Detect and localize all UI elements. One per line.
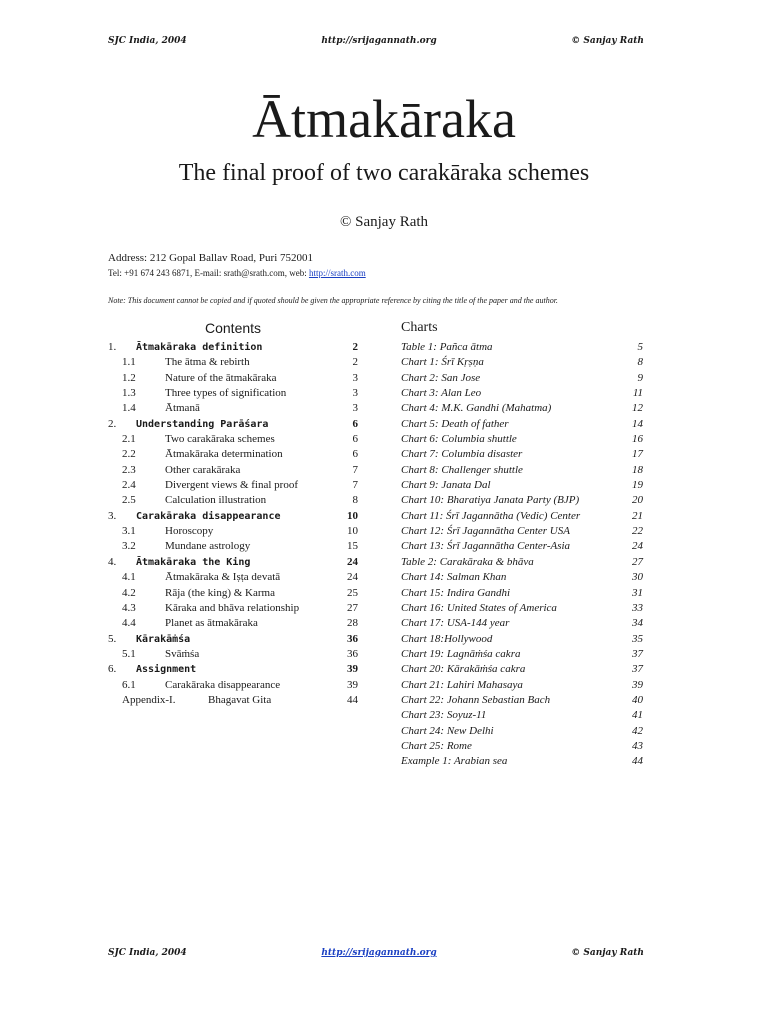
chart-entry-label: Chart 21: Lahiri Mahasaya bbox=[401, 678, 523, 691]
chart-entry[interactable] bbox=[401, 662, 643, 677]
chart-entry-page: 40 bbox=[632, 693, 643, 706]
chart-entry-label: Example 1: Arabian sea bbox=[401, 755, 508, 768]
contents-entry[interactable] bbox=[108, 662, 358, 677]
contents-entry-label: Rāja (the king) & Karma bbox=[165, 586, 275, 599]
contents-entry-label: Calculation illustration bbox=[165, 494, 267, 507]
contents-entry-page: 8 bbox=[352, 494, 358, 507]
contents-entry-number: 1. bbox=[108, 341, 117, 353]
chart-entry-page: 16 bbox=[632, 433, 643, 446]
chart-entry-page: 9 bbox=[637, 371, 643, 384]
contents-entry-number: 6.1 bbox=[122, 678, 136, 691]
chart-entry-page: 35 bbox=[632, 632, 643, 645]
contents-entry-label: Kāraka and bhāva relationship bbox=[165, 601, 300, 614]
contents-entry[interactable] bbox=[108, 586, 358, 601]
chart-entry-page: 34 bbox=[632, 617, 643, 630]
contents-entry-number: 6. bbox=[108, 663, 117, 676]
contents-entry-number: 4. bbox=[108, 555, 117, 568]
chart-entry-page: 8 bbox=[637, 356, 643, 369]
chart-entry[interactable] bbox=[401, 371, 643, 386]
chart-entry-label: Chart 10: Bharatiya Janata Party (BJP) bbox=[401, 494, 580, 507]
contents-entry-page: 25 bbox=[347, 586, 358, 599]
chart-entry[interactable] bbox=[401, 647, 643, 662]
document-title: Ātmakāraka bbox=[252, 89, 516, 149]
contents-entry-label: Assignment bbox=[136, 664, 197, 676]
contents-entry-number: 1.3 bbox=[122, 387, 136, 400]
contents-entry-label: Nature of the ātmakāraka bbox=[165, 371, 277, 384]
contents-entry-label: Bhagavat Gita bbox=[208, 693, 272, 706]
chart-entry-page: 37 bbox=[632, 647, 643, 660]
chart-entry[interactable] bbox=[401, 616, 643, 631]
footer-right: © Sanjay Rath bbox=[571, 948, 644, 958]
contents-entry[interactable] bbox=[108, 539, 358, 554]
contents-entry-number: 4.2 bbox=[122, 586, 136, 599]
contents-entry-number: 4.3 bbox=[122, 601, 136, 614]
contents-entry-label: Other carakāraka bbox=[165, 463, 241, 476]
contents-entry-label: Planet as ātmakāraka bbox=[165, 617, 258, 630]
address-line: Address: 212 Gopal Ballav Road, Puri 752001 bbox=[108, 252, 314, 264]
chart-entry[interactable] bbox=[401, 601, 643, 616]
contents-entry-number: 2.5 bbox=[122, 494, 136, 507]
chart-entry-page: 37 bbox=[632, 663, 643, 676]
contents-entry-page: 27 bbox=[347, 601, 358, 614]
chart-entry-page: 14 bbox=[632, 417, 643, 430]
contents-entry-page: 24 bbox=[347, 571, 358, 584]
contents-entry[interactable] bbox=[108, 463, 358, 478]
contents-entry-label: Svāṁśa bbox=[165, 647, 200, 660]
contents-entry-page: 10 bbox=[347, 509, 358, 522]
contents-entry-label: Horoscopy bbox=[165, 525, 214, 538]
chart-entry-label: Chart 16: United States of America bbox=[401, 601, 557, 614]
contents-entry-number: 2. bbox=[108, 417, 117, 430]
chart-entry[interactable] bbox=[401, 447, 643, 462]
chart-entry-page: 11 bbox=[632, 387, 643, 400]
contents-entry-label: Understanding Parāśara bbox=[136, 418, 269, 430]
contents-entry-page: 28 bbox=[347, 617, 358, 630]
contents-entry-page: 24 bbox=[347, 555, 358, 568]
contents-entry-page: 6 bbox=[352, 448, 358, 461]
contents-entry[interactable] bbox=[108, 555, 358, 570]
chart-entry-page: 30 bbox=[632, 571, 643, 584]
contents-entry-number: 5. bbox=[108, 632, 117, 645]
contents-entry-number: 2.4 bbox=[122, 479, 136, 492]
contents-entry-page: 39 bbox=[347, 678, 358, 691]
chart-entry-page: 44 bbox=[632, 755, 643, 768]
contents-entry[interactable] bbox=[108, 447, 358, 462]
contents-entry[interactable] bbox=[108, 432, 358, 447]
contents-entry-page: 36 bbox=[347, 632, 358, 645]
contents-entry[interactable] bbox=[108, 509, 358, 524]
contact-line bbox=[108, 268, 366, 278]
header-right: © Sanjay Rath bbox=[571, 36, 644, 46]
chart-entry[interactable] bbox=[401, 708, 643, 723]
chart-entry-label: Chart 22: Johann Sebastian Bach bbox=[401, 693, 551, 706]
chart-entry-page: 42 bbox=[632, 724, 643, 737]
chart-entry-label: Chart 13: Śrī Jagannātha Center-Asia bbox=[401, 540, 571, 553]
chart-entry-page: 17 bbox=[632, 448, 643, 461]
contents-entry-page: 3 bbox=[352, 402, 358, 415]
contents-heading: Contents bbox=[205, 320, 262, 336]
chart-entry[interactable] bbox=[401, 693, 643, 708]
chart-entry[interactable] bbox=[401, 478, 643, 493]
contents-entry[interactable] bbox=[108, 478, 358, 493]
contents-entry[interactable] bbox=[108, 371, 358, 386]
chart-entry[interactable] bbox=[401, 678, 643, 693]
chart-entry-label: Chart 12: Śrī Jagannātha Center USA bbox=[401, 525, 570, 538]
contents-entry-number: 1.1 bbox=[122, 356, 136, 369]
contents-entry-page: 2 bbox=[352, 356, 358, 369]
chart-entry-label: Chart 9: Janata Dal bbox=[401, 479, 491, 492]
charts-heading: Charts bbox=[401, 320, 438, 335]
contents-entry-page: 39 bbox=[347, 663, 358, 676]
chart-entry-label: Chart 1: Śrī Kṛṣṇa bbox=[401, 356, 484, 369]
contents-entry-page: 6 bbox=[352, 417, 358, 430]
chart-entry-page: 12 bbox=[632, 402, 643, 415]
chart-entry[interactable] bbox=[401, 432, 643, 447]
contents-entry[interactable] bbox=[108, 616, 358, 631]
chart-entry-label: Chart 14: Salman Khan bbox=[401, 571, 507, 584]
contents-entry-number: 2.2 bbox=[122, 448, 136, 461]
chart-entry-label: Chart 18:Hollywood bbox=[401, 632, 493, 645]
contents-entry-page: 36 bbox=[347, 647, 358, 660]
chart-entry[interactable] bbox=[401, 340, 643, 355]
contents-list bbox=[108, 340, 358, 708]
chart-entry[interactable] bbox=[401, 493, 643, 508]
header-left: SJC India, 2004 bbox=[108, 36, 187, 46]
chart-entry-label: Chart 19: Lagnāṁśa cakra bbox=[401, 647, 521, 660]
chart-entry-page: 22 bbox=[632, 525, 643, 538]
contents-entry[interactable] bbox=[108, 601, 358, 616]
contents-entry-page: 2 bbox=[352, 341, 358, 353]
contents-entry-label: Ātmakāraka definition bbox=[136, 342, 263, 353]
contents-entry[interactable] bbox=[108, 524, 358, 539]
chart-entry-label: Chart 25: Rome bbox=[401, 739, 472, 752]
chart-entry[interactable] bbox=[401, 524, 643, 539]
footer-url-link[interactable]: http://srijagannath.org bbox=[321, 948, 437, 958]
contents-entry-label: Ātmakāraka & Iṣṭa devatā bbox=[165, 571, 281, 584]
contents-entry-number: 2.1 bbox=[122, 433, 136, 446]
chart-entry[interactable] bbox=[401, 754, 643, 769]
chart-entry[interactable] bbox=[401, 417, 643, 432]
chart-entry-label: Table 2: Carakāraka & bhāva bbox=[401, 555, 534, 568]
chart-entry[interactable] bbox=[401, 570, 643, 585]
contents-entry[interactable] bbox=[108, 493, 358, 508]
contents-entry-number: 1.4 bbox=[122, 402, 136, 415]
contents-entry[interactable] bbox=[108, 632, 358, 647]
chart-entry-page: 19 bbox=[632, 479, 643, 492]
chart-entry[interactable] bbox=[401, 355, 643, 370]
chart-entry[interactable] bbox=[401, 401, 643, 416]
chart-entry-page: 18 bbox=[632, 463, 643, 476]
chart-entry-label: Chart 7: Columbia disaster bbox=[401, 448, 523, 461]
copyright-note: Note: This document cannot be copied and if quoted should be given the appropriate reference by citing the title of the paper and the author. bbox=[108, 296, 558, 305]
chart-entry-label: Chart 23: Soyuz-11 bbox=[401, 709, 487, 722]
chart-entry-page: 33 bbox=[632, 601, 643, 614]
contents-entry-number: 4.4 bbox=[122, 617, 136, 630]
contents-entry-label: Carakāraka disappearance bbox=[165, 678, 281, 691]
contents-entry-page: 3 bbox=[352, 371, 358, 384]
contents-entry[interactable] bbox=[108, 355, 358, 370]
contents-entry-page: 3 bbox=[352, 387, 358, 400]
contents-entry-label: The ātma & rebirth bbox=[165, 356, 250, 369]
chart-entry-label: Chart 2: San Jose bbox=[401, 371, 481, 384]
chart-entry-page: 24 bbox=[632, 540, 643, 553]
chart-entry[interactable] bbox=[401, 509, 643, 524]
chart-entry-label: Chart 20: Kārakāṁśa cakra bbox=[401, 663, 526, 676]
chart-entry[interactable] bbox=[401, 586, 643, 601]
contents-entry[interactable] bbox=[108, 340, 358, 355]
contents-entry-number: Appendix-I. bbox=[122, 693, 176, 706]
chart-entry-page: 21 bbox=[632, 509, 643, 522]
chart-entry-label: Chart 15: Indira Gandhi bbox=[401, 586, 511, 599]
author-line: © Sanjay Rath bbox=[339, 214, 429, 230]
contents-entry[interactable] bbox=[108, 401, 358, 416]
chart-entry-label: Chart 17: USA-144 year bbox=[401, 617, 510, 630]
chart-entry-page: 43 bbox=[632, 739, 643, 752]
chart-entry-label: Chart 5: Death of father bbox=[401, 417, 509, 430]
page-footer bbox=[108, 948, 644, 958]
contents-entry-page: 7 bbox=[352, 479, 358, 492]
contents-entry-number: 3.1 bbox=[122, 525, 136, 538]
contents-entry[interactable] bbox=[108, 678, 358, 693]
contents-entry-label: Ātmakāraka determination bbox=[165, 448, 283, 461]
chart-entry[interactable] bbox=[401, 724, 643, 739]
chart-entry-page: 20 bbox=[632, 494, 643, 507]
contents-entry-number: 3.2 bbox=[122, 540, 136, 553]
chart-entry-label: Chart 3: Alan Leo bbox=[401, 387, 482, 400]
contact-text: Tel: +91 674 243 6871, E-mail: srath@srath.com, web: bbox=[108, 268, 309, 278]
chart-entry-label: Table 1: Pañca ātma bbox=[401, 341, 493, 353]
web-link[interactable]: http://srath.com bbox=[308, 268, 366, 278]
contents-entry-page: 10 bbox=[347, 525, 358, 538]
contents-entry[interactable] bbox=[108, 647, 358, 662]
chart-entry-page: 31 bbox=[632, 586, 643, 599]
chart-entry-page: 39 bbox=[632, 678, 643, 691]
chart-entry[interactable] bbox=[401, 386, 643, 401]
contents-entry-page: 44 bbox=[347, 693, 358, 706]
contents-entry-number: 3. bbox=[108, 509, 117, 522]
contents-entry-label: Ātmanā bbox=[165, 402, 200, 415]
chart-entry[interactable] bbox=[401, 463, 643, 478]
document-subtitle: The final proof of two carakāraka schemes bbox=[178, 160, 590, 186]
chart-entry-page: 41 bbox=[632, 709, 643, 722]
chart-entry-label: Chart 11: Śrī Jagannātha (Vedic) Center bbox=[401, 509, 581, 522]
page-header bbox=[108, 36, 644, 46]
chart-entry-label: Chart 24: New Delhi bbox=[401, 724, 494, 737]
chart-entry[interactable] bbox=[401, 739, 643, 754]
contents-entry-label: Kārakāṁśa bbox=[136, 633, 191, 645]
contents-entry-page: 15 bbox=[347, 540, 358, 553]
footer-left: SJC India, 2004 bbox=[108, 948, 187, 958]
chart-entry-page: 27 bbox=[632, 555, 643, 568]
chart-entry[interactable] bbox=[401, 632, 643, 647]
contents-entry[interactable] bbox=[108, 570, 358, 585]
chart-entry[interactable] bbox=[401, 555, 643, 570]
contents-entry[interactable] bbox=[108, 693, 358, 708]
contents-entry[interactable] bbox=[108, 417, 358, 432]
contents-entry-page: 7 bbox=[352, 463, 358, 476]
header-url: http://srijagannath.org bbox=[321, 36, 437, 46]
contents-entry-label: Divergent views & final proof bbox=[165, 479, 298, 492]
contents-entry-number: 4.1 bbox=[122, 571, 136, 584]
contents-entry-label: Two carakāraka schemes bbox=[165, 433, 275, 446]
contents-entry-number: 5.1 bbox=[122, 647, 136, 660]
contents-entry-label: Carakāraka disappearance bbox=[136, 510, 281, 522]
chart-entry-label: Chart 6: Columbia shuttle bbox=[401, 433, 517, 446]
contents-entry-label: Ātmakāraka the King bbox=[136, 556, 251, 568]
contents-entry[interactable] bbox=[108, 386, 358, 401]
contents-entry-number: 1.2 bbox=[122, 371, 136, 384]
chart-entry[interactable] bbox=[401, 539, 643, 554]
charts-list bbox=[401, 340, 643, 770]
contents-entry-label: Three types of signification bbox=[165, 387, 287, 400]
chart-entry-page: 5 bbox=[637, 341, 643, 353]
contents-entry-number: 2.3 bbox=[122, 463, 136, 476]
chart-entry-label: Chart 8: Challenger shuttle bbox=[401, 463, 523, 476]
contents-entry-page: 6 bbox=[352, 433, 358, 446]
chart-entry-label: Chart 4: M.K. Gandhi (Mahatma) bbox=[401, 402, 552, 415]
contents-entry-label: Mundane astrology bbox=[165, 540, 251, 553]
